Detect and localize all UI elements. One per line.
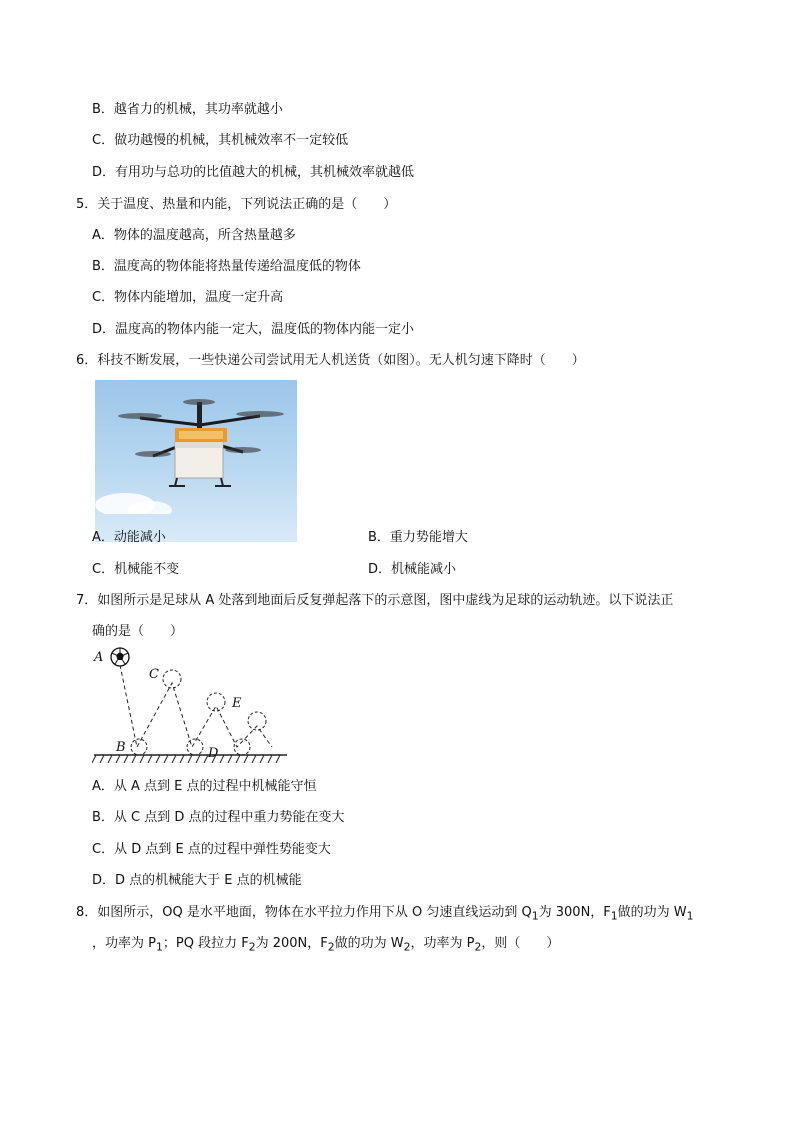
q6-option-c: C．机械能不变 (92, 562, 180, 577)
drone-photo (95, 380, 297, 542)
q4-option-d: D．有用功与总功的比值越大的机械，其机械效率就越低 (92, 165, 415, 180)
q4-option-c: C．做功越慢的机械，其机械效率不一定较低 (92, 133, 349, 148)
q6-option-d: D．机械能减小 (368, 562, 457, 577)
point-label-a: A (94, 650, 104, 665)
ball-position-d (187, 739, 203, 755)
q7-option-d: D．D 点的机械能大于 E 点的机械能 (92, 873, 302, 888)
q7-option-c: C．从 D 点到 E 点的过程中弹性势能变大 (92, 842, 331, 857)
q7-stem-line1: 7．如图所示是足球从 A 处落到地面后反复弹起落下的示意图，图中虚线为足球的运动轨迹。以下说法正 (76, 593, 674, 608)
q5-option-c: C．物体内能增加，温度一定升高 (92, 290, 284, 305)
ball-position-e (207, 693, 225, 711)
point-label-d: D (208, 746, 219, 761)
ball-position-b (131, 739, 147, 755)
bouncing-ball-diagram (92, 643, 292, 765)
q6-option-b: B．重力势能增大 (368, 530, 468, 545)
q5-option-a: A．物体的温度越高，所含热量越多 (92, 228, 296, 243)
ball-position-peak3 (248, 712, 266, 730)
q7-stem-line2: 确的是（ ） (92, 624, 184, 639)
point-label-c: C (149, 667, 159, 682)
trajectory-dashed (120, 665, 272, 747)
ground-hatching (92, 755, 280, 763)
q5-option-d: D．温度高的物体内能一定大，温度低的物体内能一定小 (92, 322, 415, 337)
q7-option-b: B．从 C 点到 D 点的过程中重力势能在变大 (92, 810, 345, 825)
point-label-e: E (232, 696, 242, 711)
q5-option-b: B．温度高的物体能将热量传递给温度低的物体 (92, 259, 361, 274)
q6-option-a: A．动能减小 (92, 530, 166, 545)
q8-stem-line2: ，功率为 $P_1$；PQ 段拉力 $F_2$为 200N，$F_2$做的功为 $W_2$，功率为 $P_2$，则（ ） (92, 936, 560, 954)
q5-stem: 5．关于温度、热量和内能，下列说法正确的是（ ） (76, 197, 397, 212)
q4-option-b: B．越省力的机械，其功率就越小 (92, 102, 283, 117)
q8-stem-line1: 8．如图所示，OQ 是水平地面，物体在水平拉力作用下从 O 匀速直线运动到 $Q_1$为 300N，$F_1$做的功为 $W_1$ (76, 905, 694, 923)
ball-position-c (163, 670, 181, 688)
q7-option-a: A．从 A 点到 E 点的过程中机械能守恒 (92, 779, 317, 794)
q6-stem: 6．科技不断发展，一些快递公司尝试用无人机送货（如图）。无人机匀速下降时（ ） (76, 353, 585, 368)
soccer-ball-icon (111, 648, 129, 666)
point-label-b: B (116, 740, 126, 755)
